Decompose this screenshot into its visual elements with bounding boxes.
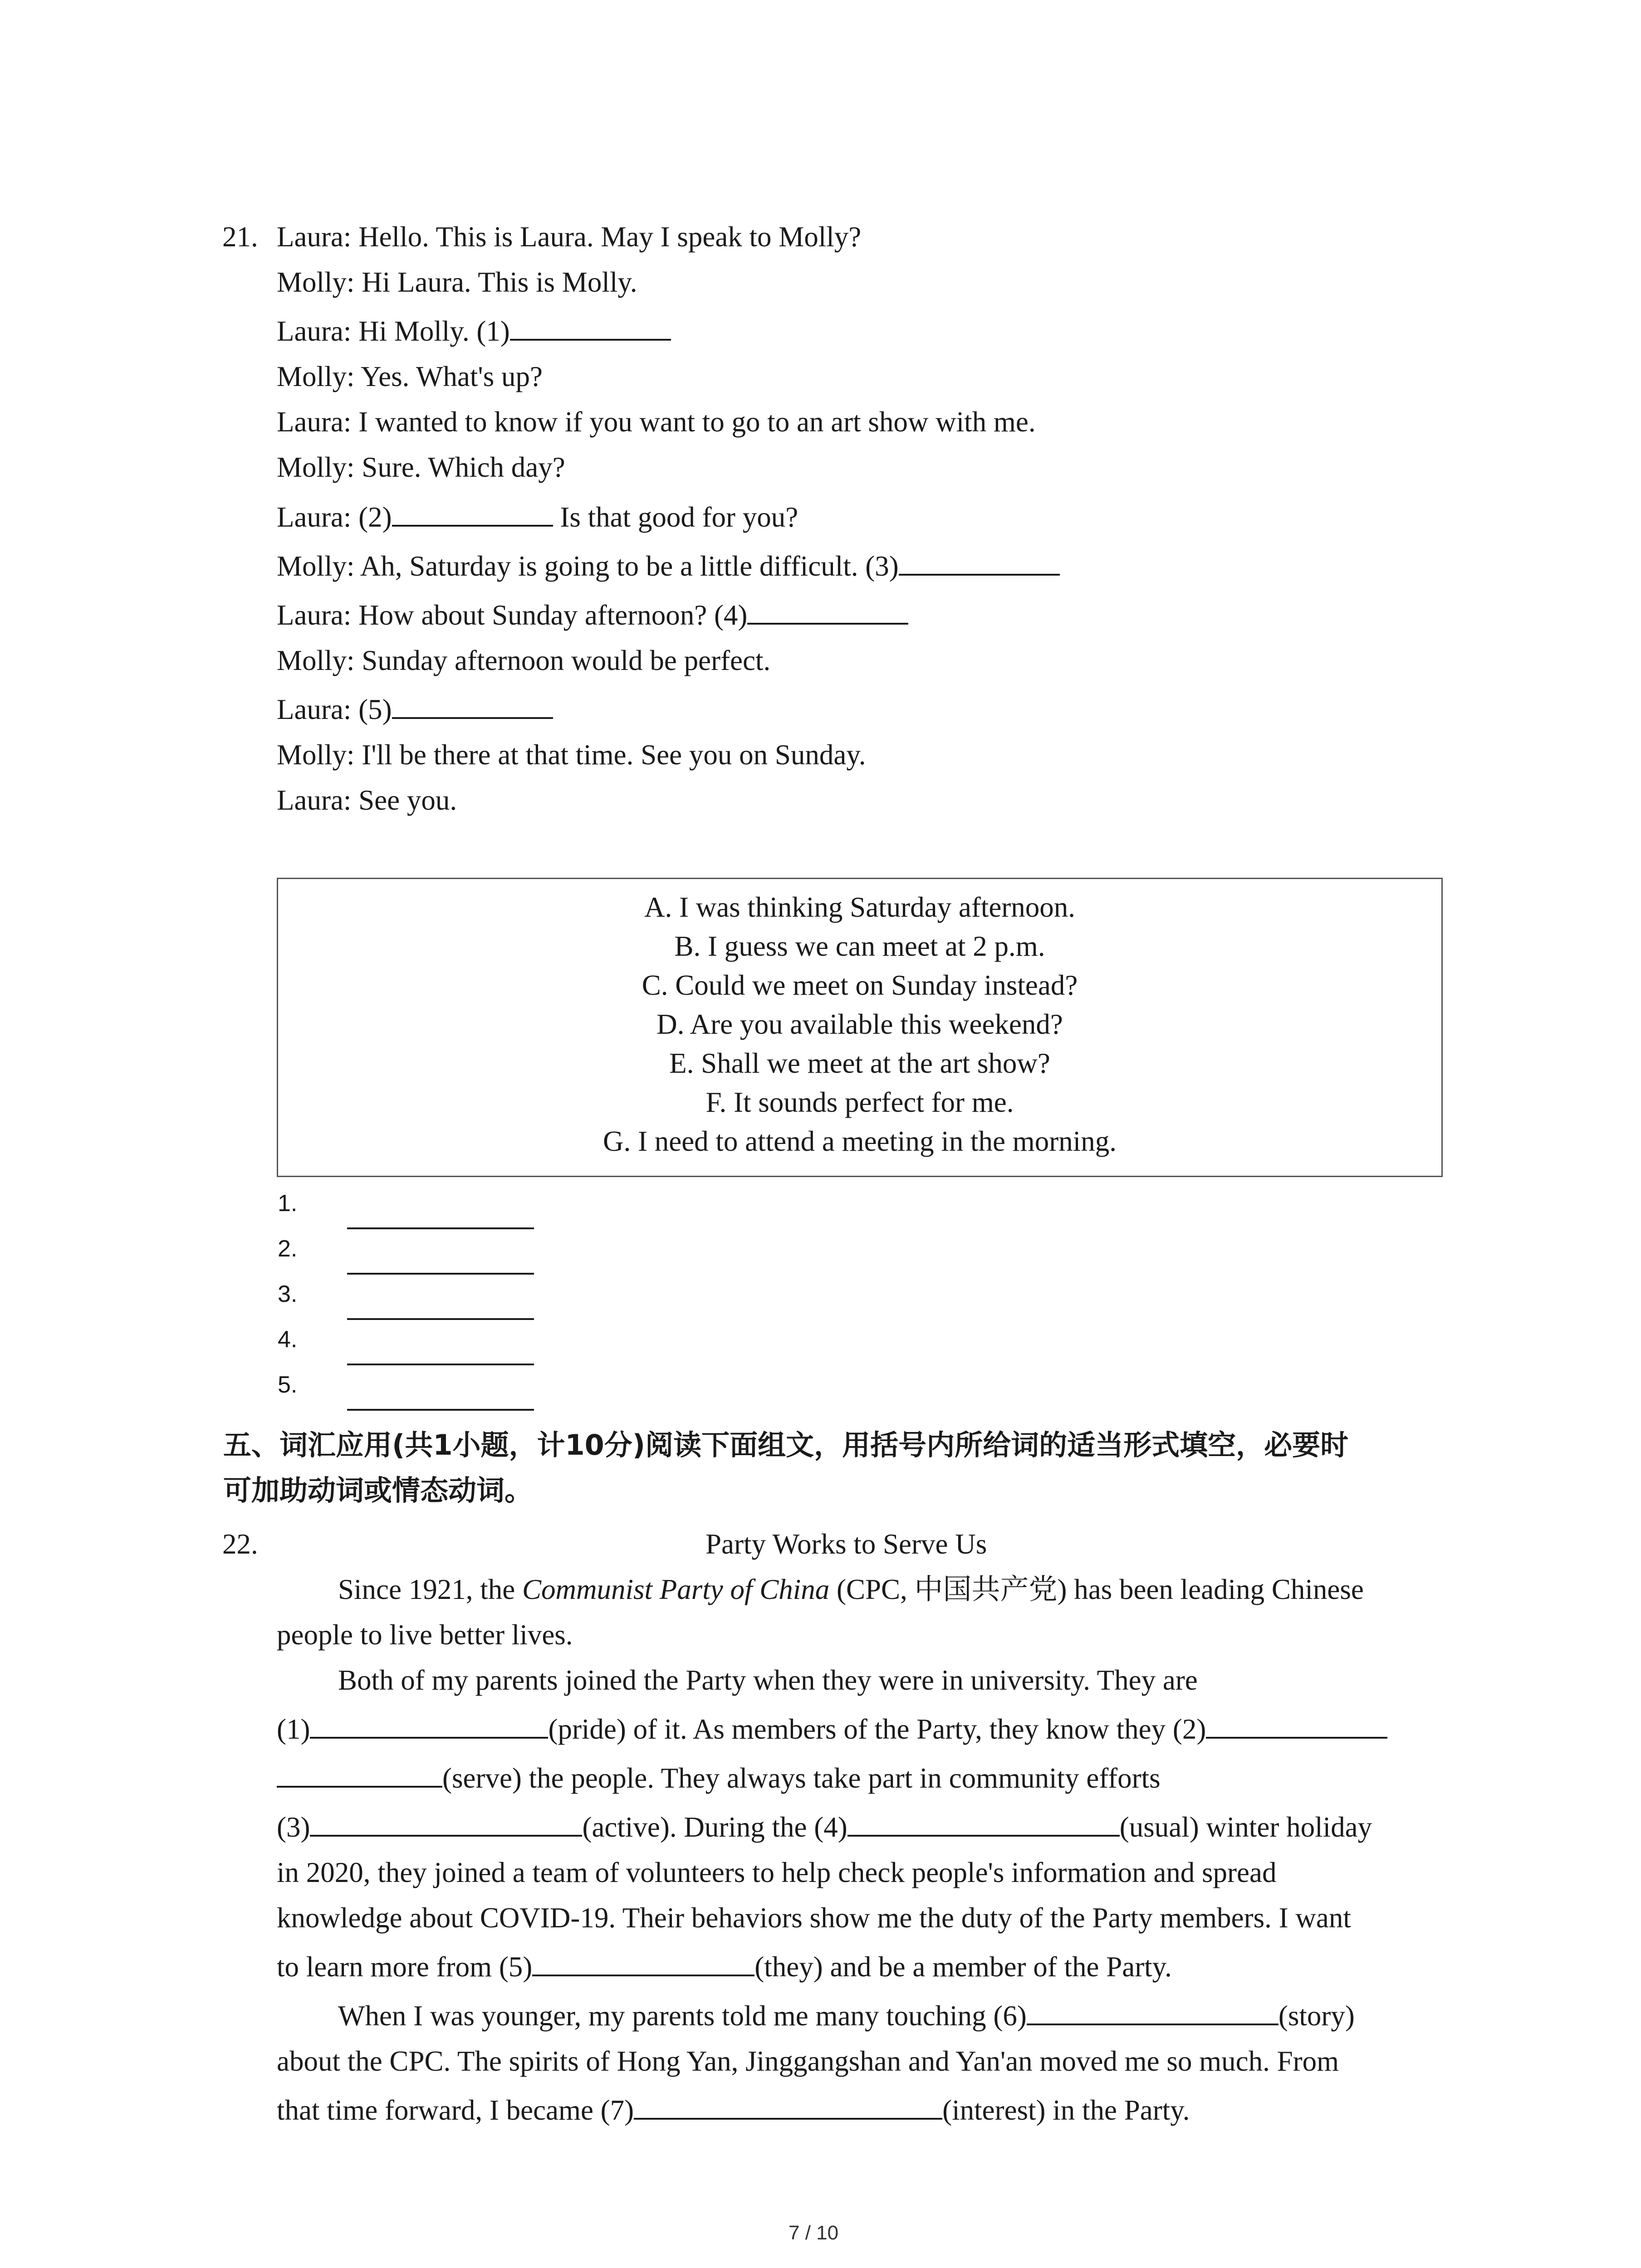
question-number-21: 21. xyxy=(222,221,258,253)
paragraph-line: that time forward, I became (7) (interest) in the Party. xyxy=(277,2092,1190,2128)
answer-line-2[interactable] xyxy=(347,1246,534,1275)
answer-blank-5[interactable] xyxy=(392,692,553,719)
dialogue-line: Laura: (2) Is that good for you? xyxy=(277,499,798,535)
page-number: 7 / 10 xyxy=(789,2222,839,2244)
word-blank-6[interactable] xyxy=(1027,1998,1279,2025)
paragraph-line: Both of my parents joined the Party when they were in university. They are xyxy=(338,1664,1198,1696)
answer-number: 5. xyxy=(278,1372,298,1398)
answer-line-1[interactable] xyxy=(347,1201,534,1229)
answer-blank-2[interactable] xyxy=(392,499,553,527)
word-blank-2a[interactable] xyxy=(1206,1711,1387,1739)
dialogue-line: Molly: Hi Laura. This is Molly. xyxy=(277,266,637,298)
paragraph-line: to learn more from (5) (they) and be a member of the Party. xyxy=(277,1949,1172,1985)
word-blank-7[interactable] xyxy=(634,2092,942,2120)
option-g: G. I need to attend a meeting in the morning. xyxy=(603,1125,1117,1157)
paragraph-line: When I was younger, my parents told me many touching (6) (story) xyxy=(338,1998,1355,2034)
dialogue-line: Molly: Sure. Which day? xyxy=(277,451,565,483)
word-blank-5[interactable] xyxy=(532,1949,754,1976)
paragraph-line: about the CPC. The spirits of Hong Yan, Jinggangshan and Yan'an moved me so much. From xyxy=(277,2045,1339,2077)
passage-title: Party Works to Serve Us xyxy=(705,1528,987,1560)
paragraph-line: knowledge about COVID-19. Their behaviors show me the duty of the Party members. I want xyxy=(277,1902,1351,1934)
answer-blank-1[interactable] xyxy=(510,313,671,341)
answer-line-5[interactable] xyxy=(347,1383,534,1411)
paragraph-line: (1) (pride) of it. As members of the Party, they know they (2) xyxy=(277,1711,1387,1747)
dialogue-line: Laura: Hello. This is Laura. May I speak to Molly? xyxy=(277,221,862,253)
paragraph-line: Since 1921, the Communist Party of China (CPC, 中国共产党) has been leading Chinese xyxy=(338,1574,1364,1605)
answer-number: 1. xyxy=(278,1190,298,1217)
word-blank-3[interactable] xyxy=(310,1809,582,1837)
answer-number: 3. xyxy=(278,1281,298,1307)
options-box xyxy=(277,878,1443,1177)
answer-blank-3[interactable] xyxy=(899,548,1060,576)
option-a: A. I was thinking Saturday afternoon. xyxy=(644,891,1076,923)
paragraph-line: (3) (active). During the (4) (usual) winter holiday xyxy=(277,1809,1372,1845)
option-d: D. Are you available this weekend? xyxy=(656,1008,1063,1040)
paragraph-line: people to live better lives. xyxy=(277,1619,573,1651)
option-f: F. It sounds perfect for me. xyxy=(705,1086,1014,1118)
answer-line-4[interactable] xyxy=(347,1337,534,1365)
question-number-22: 22. xyxy=(222,1528,258,1560)
word-blank-1[interactable] xyxy=(310,1711,548,1739)
section-heading: 五、词汇应用(共1小题，计10分)阅读下面组文，用括号内所给词的适当形式填空，必要时 xyxy=(223,1428,1349,1461)
paragraph-line: (serve) the people. They always take part in community efforts xyxy=(277,1760,1161,1796)
dialogue-line: Laura: How about Sunday afternoon? (4) xyxy=(277,597,908,633)
word-blank-2b[interactable] xyxy=(277,1760,442,1788)
answer-blank-4[interactable] xyxy=(747,597,908,625)
option-e: E. Shall we meet at the art show? xyxy=(669,1047,1050,1079)
section-heading-cont: 可加助动词或情态动词。 xyxy=(223,1474,533,1507)
dialogue-line: Laura: See you. xyxy=(277,784,457,816)
dialogue-line: Laura: Hi Molly. (1) xyxy=(277,313,671,349)
dialogue-line: Molly: I'll be there at that time. See you on Sunday. xyxy=(277,739,866,771)
paragraph-line: in 2020, they joined a team of volunteers to help check people's information and spread xyxy=(277,1857,1277,1888)
dialogue-line: Molly: Sunday afternoon would be perfect. xyxy=(277,645,771,676)
word-blank-4[interactable] xyxy=(847,1809,1120,1837)
dialogue-line: Molly: Yes. What's up? xyxy=(277,361,543,392)
answer-number: 2. xyxy=(278,1236,298,1262)
answer-number: 4. xyxy=(278,1326,298,1353)
option-c: C. Could we meet on Sunday instead? xyxy=(642,969,1078,1001)
dialogue-line: Laura: I wanted to know if you want to go to an art show with me. xyxy=(277,406,1036,438)
option-b: B. I guess we can meet at 2 p.m. xyxy=(674,930,1045,962)
dialogue-line: Laura: (5) xyxy=(277,691,553,728)
answer-line-3[interactable] xyxy=(347,1292,534,1320)
dialogue-line: Molly: Ah, Saturday is going to be a little difficult. (3) xyxy=(277,548,1060,584)
